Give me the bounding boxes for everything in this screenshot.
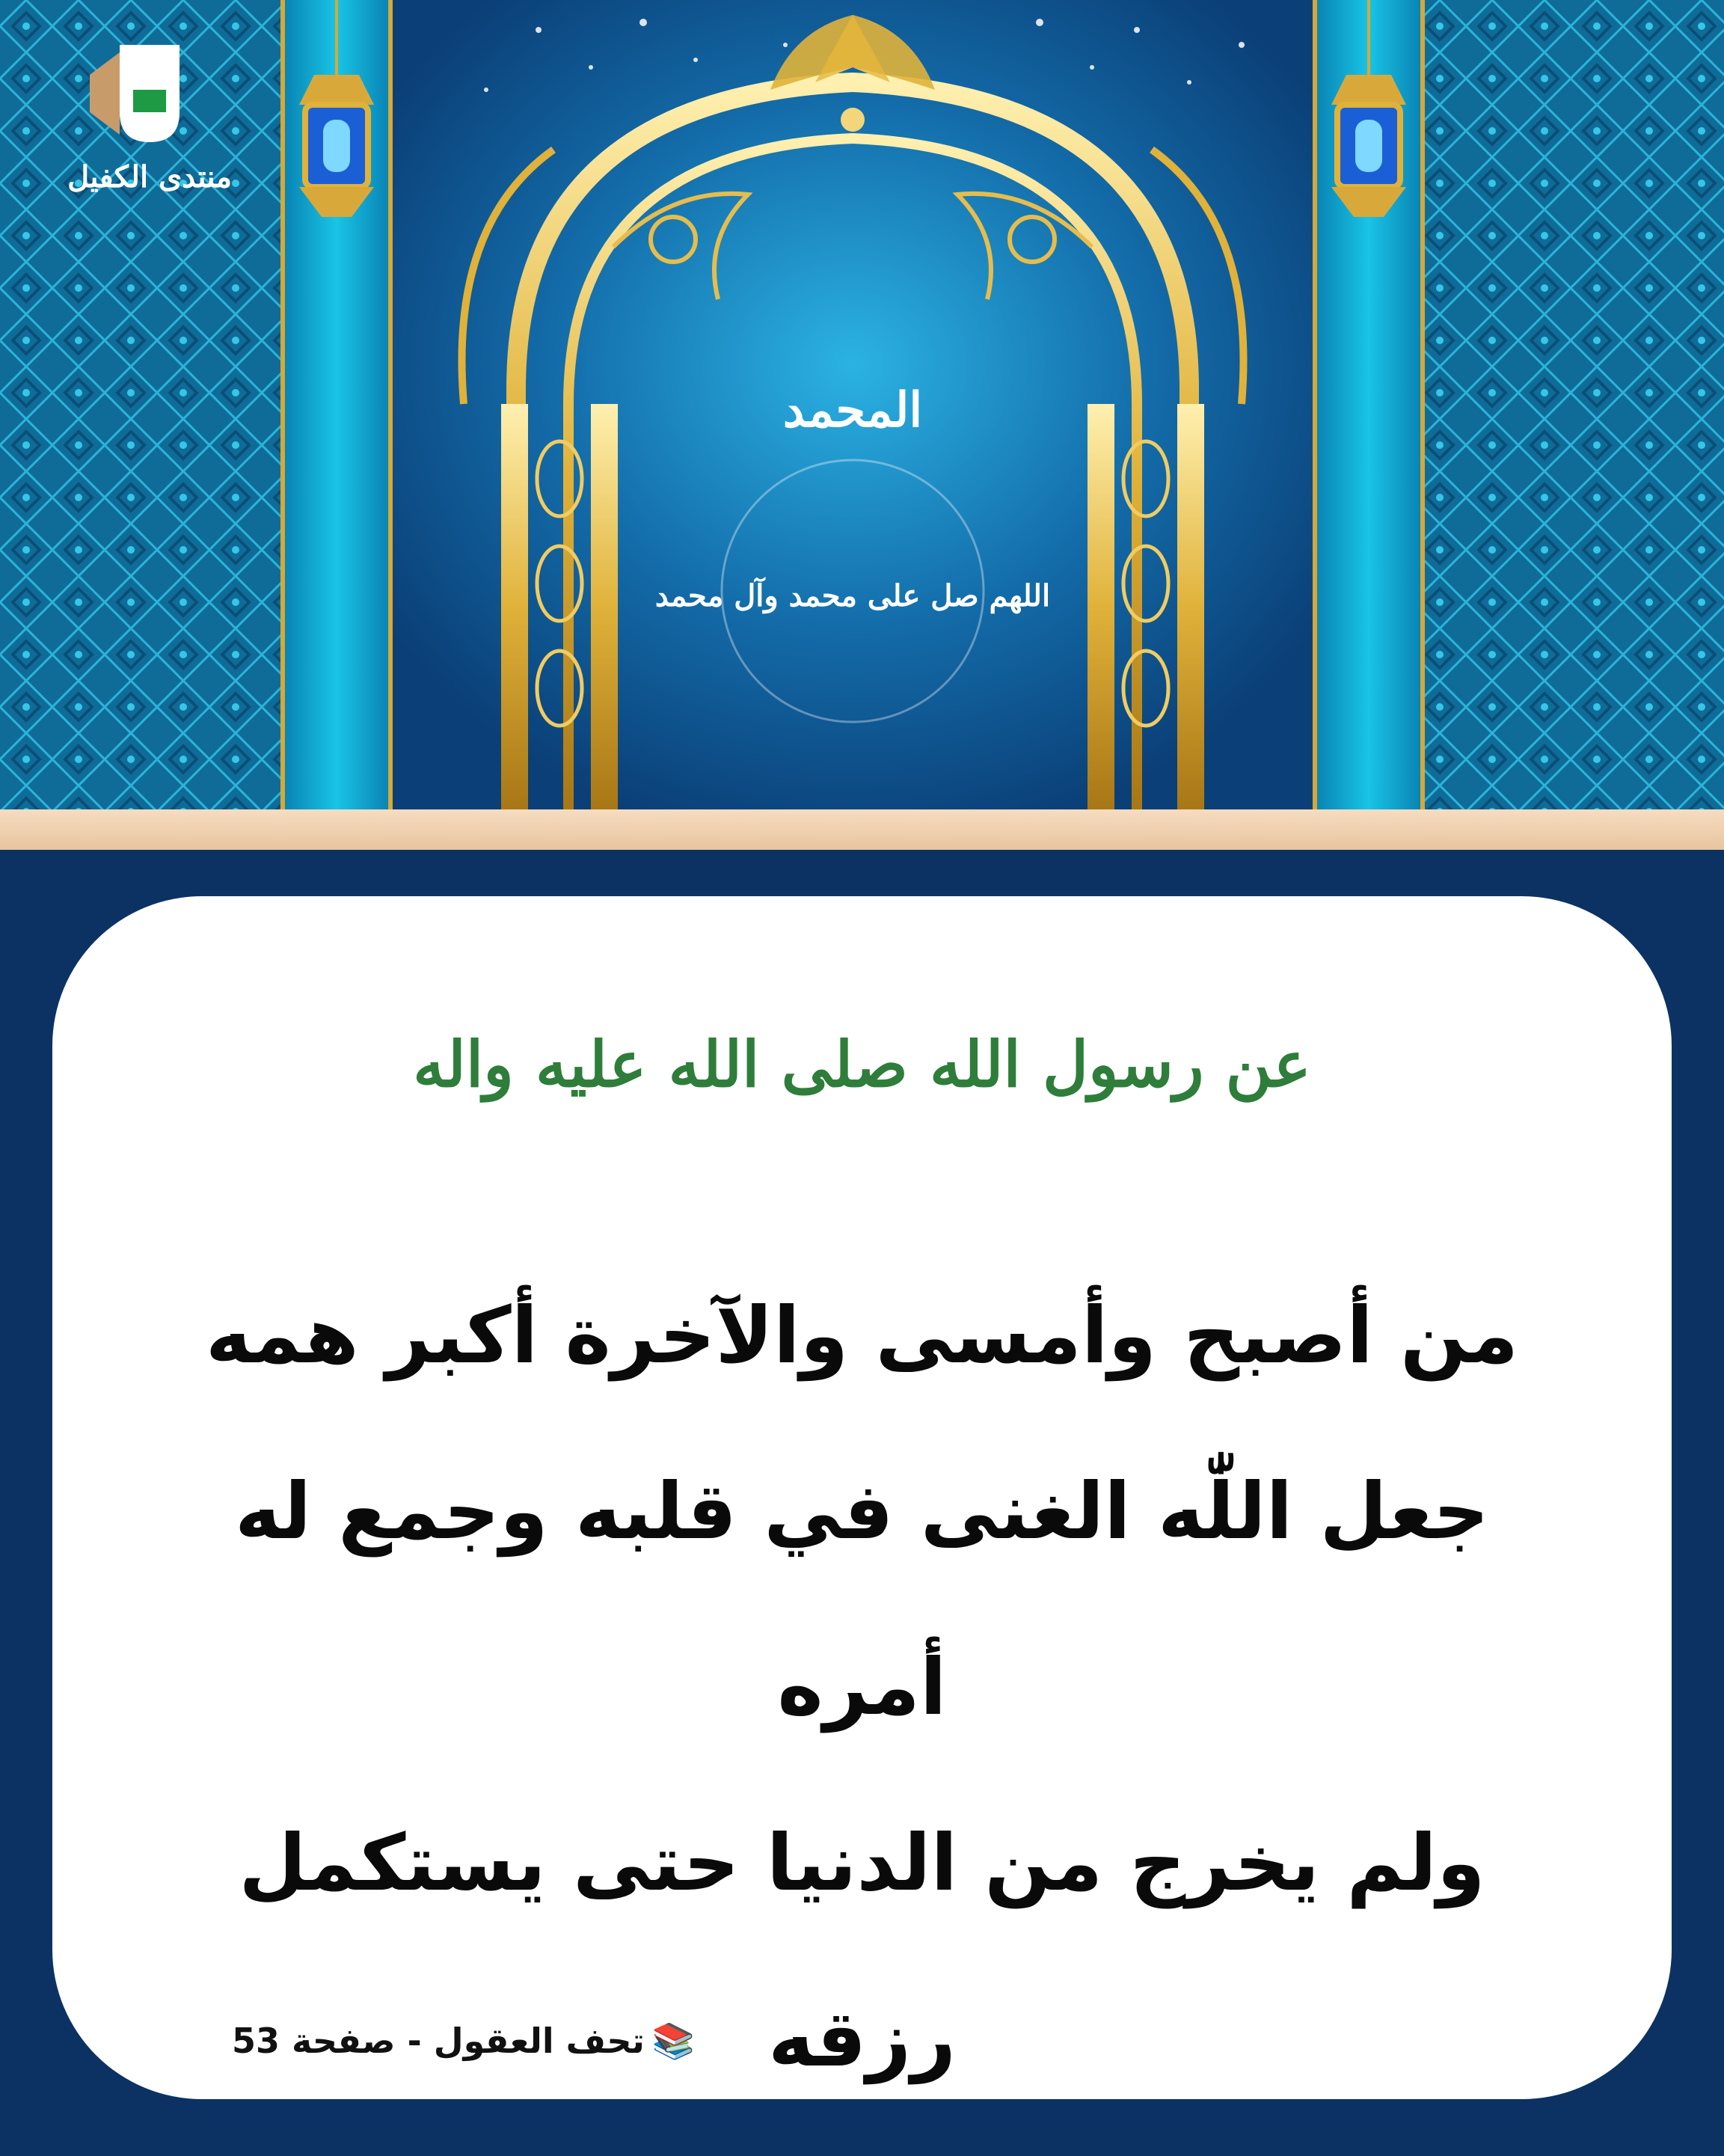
calligraphy-main: اللهم صل على محمد وآل محمد xyxy=(654,578,1051,613)
calligraphy-top: المحمد xyxy=(782,382,923,438)
source-citation xyxy=(232,2018,695,2063)
hadith-line: جعل اللّٰه الغنى في قلبه وجمع له أمره xyxy=(235,1466,1489,1733)
hadith-line: من أصبح وأمسى والآخرة أكبر همه xyxy=(205,1290,1519,1381)
hadith-text xyxy=(142,1248,1582,2127)
hadith-line: رزقه xyxy=(768,1993,956,2084)
attribution-heading: عن رسول الله صلى الله عليه واله xyxy=(413,1027,1311,1101)
source-text: تحف العقول - صفحة 53 xyxy=(232,2021,645,2061)
logo-text: منتدى الكفيل xyxy=(67,159,232,195)
hadith-card xyxy=(52,896,1672,2099)
books-icon: 📚 xyxy=(651,2021,696,2061)
hadith-line: ولم يخرج من الدنيا حتى يستكمل xyxy=(239,1817,1485,1908)
banner xyxy=(0,0,1724,809)
separator-band xyxy=(0,809,1724,850)
